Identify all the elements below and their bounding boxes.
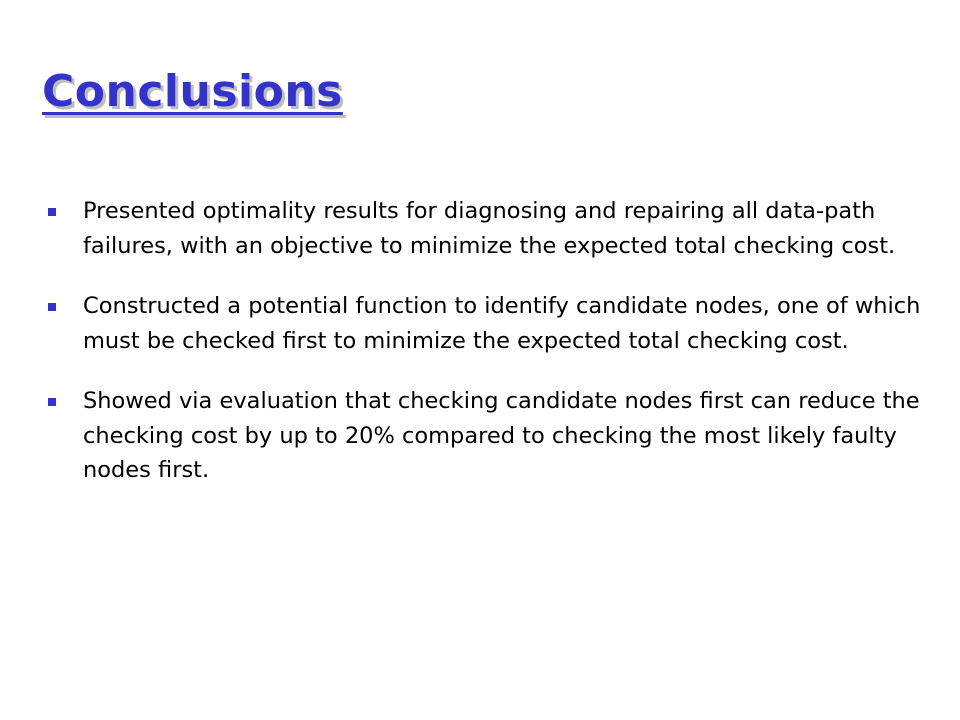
bullet-list bbox=[48, 194, 928, 514]
bullet-text: Presented optimality results for diagnosing and repairing all data-path failures, with an objective to minimize the expected total checking cost. bbox=[83, 198, 896, 259]
bullet-item bbox=[48, 194, 928, 263]
slide-title: Conclusions bbox=[42, 66, 343, 117]
square-bullet-icon bbox=[48, 398, 56, 406]
square-bullet-icon bbox=[48, 208, 56, 216]
bullet-item bbox=[48, 289, 928, 358]
bullet-item bbox=[48, 384, 928, 488]
bullet-text: Constructed a potential function to identify candidate nodes, one of which must be checked first to minimize the expected total checking cost. bbox=[83, 293, 921, 354]
bullet-text: Showed via evaluation that checking candidate nodes first can reduce the checking cost by up to 20% compared to checking the most likely faulty nodes first. bbox=[83, 388, 920, 483]
square-bullet-icon bbox=[48, 303, 56, 311]
